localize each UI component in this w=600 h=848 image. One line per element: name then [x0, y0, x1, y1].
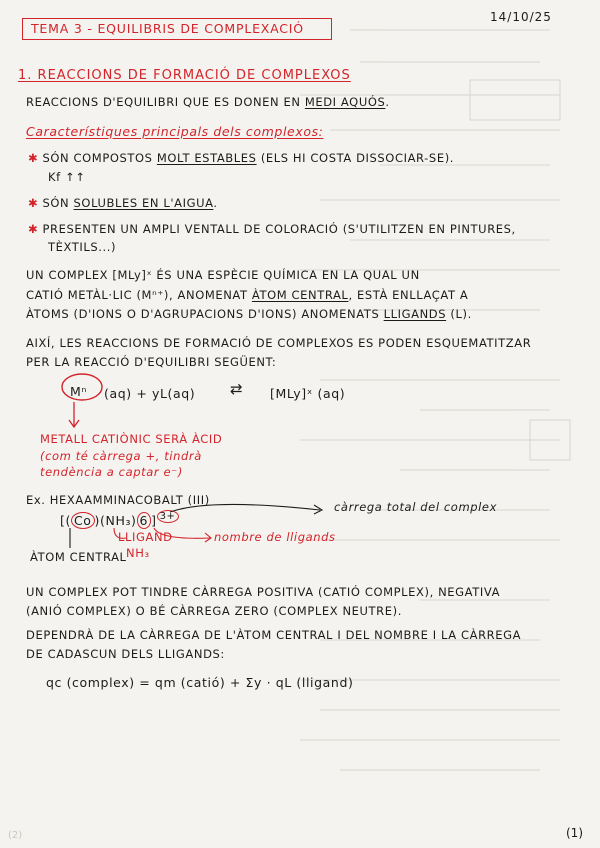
charge-circled: 3+	[157, 510, 179, 523]
reaction-metal: Mⁿ	[70, 384, 87, 399]
red-note-l1: METALL CATIÒNIC SERÀ ÀCID	[40, 432, 223, 446]
intro-medium: MEDI AQUÓS	[304, 95, 386, 109]
atom-central-label: ÀTOM CENTRAL	[30, 550, 127, 564]
ligand-sub: NH₃	[126, 546, 150, 560]
ligand-label: LLIGAND	[118, 530, 173, 544]
definition-l2b: , ESTÀ ENLLAÇAT A	[348, 288, 469, 302]
charge-line-1: UN COMPLEX POT TINDRE CÀRREGA POSITIVA (CATIÓ COMPLEX), NEGATIVA	[26, 585, 501, 599]
bullet-2-underlined: SOLUBLES EN L'AIGUA	[73, 196, 214, 210]
cobalt-circled: Co	[71, 512, 95, 529]
bullet-1	[28, 151, 454, 165]
kf-note: Kf ↑↑	[48, 170, 86, 184]
bullet-1-pre: SÓN COMPOSTOS	[42, 151, 157, 165]
topic-title-box	[22, 18, 332, 40]
back-page-number: (2)	[8, 830, 23, 841]
bullet-star-icon: ✱	[28, 196, 43, 210]
atom-central-term: ÀTOM CENTRAL	[251, 288, 349, 302]
reaction-left: (aq) + yL(aq)	[104, 386, 196, 401]
charge-line-3: DEPENDRÀ DE LA CÀRREGA DE L'ÀTOM CENTRAL I DEL NOMBRE I LA CÀRREGA	[26, 628, 522, 642]
bullet-2-post: .	[213, 196, 218, 210]
bullet-1-underlined: MOLT ESTABLES	[156, 151, 257, 165]
note-arrow-icon	[60, 400, 90, 430]
definition-line-2	[26, 288, 468, 302]
charge-line-2: (ANIÓ COMPLEX) O BÉ CÀRREGA ZERO (COMPLEX NEUTRE).	[26, 604, 402, 618]
total-charge-label: càrrega total del complex	[334, 500, 498, 514]
definition-line-3	[26, 307, 472, 321]
example-label: Ex. HEXAAMMINACOBALT (III)	[26, 493, 210, 507]
definition-l3b: (L).	[446, 307, 472, 321]
section-heading: 1. REACCIONS DE FORMACIÓ DE COMPLEXOS	[18, 68, 351, 83]
ligands-term: LLIGANDS	[383, 307, 447, 321]
definition-l2a: CATIÓ METÀL·LIC (Mⁿ⁺), ANOMENAT	[26, 288, 252, 302]
bullet-2	[28, 196, 218, 210]
formula-part-c: ]	[151, 513, 157, 528]
intro-text-c: .	[385, 95, 390, 109]
bullet-3-pre: PRESENTEN UN AMPLI VENTALL DE COLORACIÓ (S'UTILITZEN EN PINTURES,	[42, 222, 516, 236]
formula-part-a: [(	[60, 513, 71, 528]
definition-line-1: UN COMPLEX [MLy]ˣ ÉS UNA ESPÈCIE QUÍMICA EN LA QUAL UN	[26, 268, 420, 282]
scheme-line-2: PER LA REACCIÓ D'EQUILIBRI SEGÜENT:	[26, 355, 277, 369]
equilibrium-arrow-icon: ⇄	[230, 380, 244, 398]
reaction-right: [MLy]ˣ (aq)	[270, 386, 346, 401]
charge-formula: qc (complex) = qm (catió) + Σy · qL (lligand)	[46, 675, 354, 690]
formula-part-b: )(NH₃)	[94, 513, 137, 528]
ligand-count-label: nombre de lligands	[214, 530, 336, 544]
bullet-1-post: (ELS HI COSTA DISSOCIAR-SE).	[256, 151, 455, 165]
charge-line-4: DE CADASCUN DELS LLIGANDS:	[26, 647, 225, 661]
scheme-line-1: AIXÍ, LES REACCIONS DE FORMACIÓ DE COMPLEXOS ES PODEN ESQUEMATITZAR	[26, 336, 532, 350]
red-note-line-3: tendència a captar e⁻)	[40, 465, 183, 479]
date: 14/10/25	[490, 10, 552, 24]
topic-title: TEMA 3 - EQUILIBRIS DE COMPLEXACIÓ	[31, 21, 304, 36]
intro-text-a: REACCIONS D'EQUILIBRI QUE ES DONEN EN	[26, 95, 305, 109]
bullet-star-icon: ✱	[28, 222, 43, 236]
intro-line	[26, 95, 390, 109]
definition-l3a: ÀTOMS (D'IONS O D'AGRUPACIONS D'IONS) ANOMENATS	[26, 307, 384, 321]
six-circled: 6	[137, 512, 152, 529]
bullet-3	[28, 222, 516, 236]
bullet-2-pre: SÓN	[42, 196, 74, 210]
bullet-3-line2: TÈXTILS...)	[48, 240, 117, 254]
red-note-line-2: (com té càrrega +, tindrà	[40, 449, 202, 463]
red-note-line-1	[40, 432, 222, 446]
page-number: (1)	[566, 826, 583, 840]
bullet-star-icon: ✱	[28, 151, 43, 165]
characteristics-heading: Característiques principals dels complexos:	[26, 124, 324, 139]
